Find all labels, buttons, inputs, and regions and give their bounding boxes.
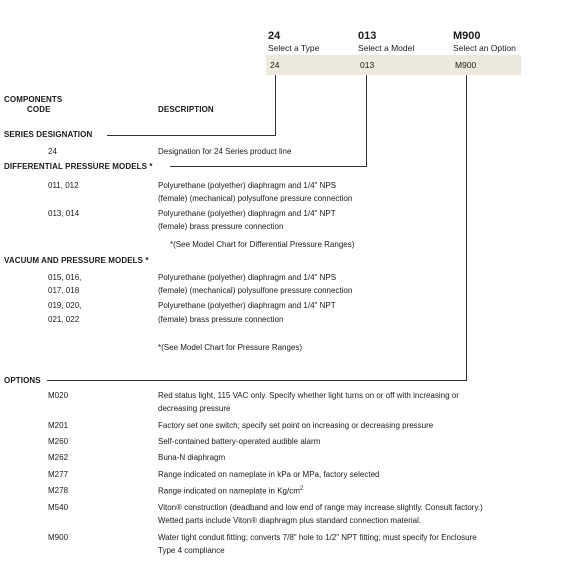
type-value: 24 bbox=[270, 60, 280, 70]
option-desc-m020b: decreasing pressure bbox=[158, 404, 231, 413]
options-title: OPTIONS bbox=[4, 376, 41, 385]
option-desc-m020a: Red status light, 115 VAC only. Specify whether light turns on or off with increasing or bbox=[158, 391, 459, 400]
option-desc-m260: Self-contained battery-operated audible alarm bbox=[158, 437, 321, 446]
vac-desc-1b: (female) (mechanical) polysulfone pressure connection bbox=[158, 286, 353, 295]
vac-desc-1a: Polyurethane (polyether) diaphragm and 1/4" NPS bbox=[158, 273, 337, 282]
option-desc-m201: Factory set one switch; specify set point on increasing or decreasing pressure bbox=[158, 421, 434, 430]
code-heading: CODE bbox=[27, 105, 51, 114]
option-code-m260: M260 bbox=[48, 437, 69, 446]
diff-desc-2b: (female) brass pressure connection bbox=[158, 222, 284, 231]
diff-code-2: 013, 014 bbox=[48, 209, 80, 218]
model-value: 013 bbox=[360, 60, 375, 70]
differential-title: DIFFERENTIAL PRESSURE MODELS * bbox=[4, 162, 153, 171]
option-desc-m278 bbox=[158, 486, 303, 496]
model-code: 013 bbox=[358, 30, 377, 42]
vac-code-2a: 019, 020, bbox=[48, 301, 82, 310]
option-label: Select an Option bbox=[453, 43, 516, 53]
option-desc-m278-sup: 2 bbox=[299, 486, 304, 492]
type-label: Select a Type bbox=[268, 43, 320, 53]
vac-code-1b: 017, 018 bbox=[48, 286, 80, 295]
type-code: 24 bbox=[268, 30, 281, 42]
series-desc: Designation for 24 Series product line bbox=[158, 147, 292, 156]
vac-code-2b: 021, 022 bbox=[48, 315, 80, 324]
description-heading: DESCRIPTION bbox=[158, 105, 214, 114]
option-code-m262: M262 bbox=[48, 453, 69, 462]
diff-desc-1a: Polyurethane (polyether) diaphragm and 1/4" NPS bbox=[158, 181, 337, 190]
diff-desc-2a: Polyurethane (polyether) diaphragm and 1/4" NPT bbox=[158, 209, 336, 218]
option-code-m540: M540 bbox=[48, 503, 69, 512]
option-desc-m278-text: Range indicated on nameplate in Kg/cm bbox=[158, 486, 300, 496]
diff-desc-1b: (female) (mechanical) polysulfone pressure connection bbox=[158, 194, 353, 203]
diff-code-1: 011, 012 bbox=[48, 181, 79, 190]
option-code-m278: M278 bbox=[48, 486, 69, 495]
option-desc-m900b: Type 4 compliance bbox=[158, 546, 225, 555]
option-value: M900 bbox=[455, 60, 477, 70]
option-code-m020: M020 bbox=[48, 391, 69, 400]
vac-desc-2a: Polyurethane (polyether) diaphragm and 1/4" NPT bbox=[158, 301, 336, 310]
vac-code-1a: 015, 016, bbox=[48, 273, 82, 282]
option-desc-m277: Range indicated on nameplate in kPa or MPa, factory selected bbox=[158, 470, 380, 479]
option-desc-m540b: Wetted parts include Viton® diaphragm plus standard connection material. bbox=[158, 516, 422, 525]
series-title: SERIES DESIGNATION bbox=[4, 130, 93, 139]
option-code-m201: M201 bbox=[48, 421, 69, 430]
option-desc-m900a: Water tight conduit fitting; converts 7/8" hole to 1/2" NPT fitting; must specify for Enclosure bbox=[158, 533, 477, 542]
vac-desc-2b: (female) brass pressure connection bbox=[158, 315, 284, 324]
vac-note: *(See Model Chart for Pressure Ranges) bbox=[158, 343, 303, 352]
option-desc-m262: Buna-N diaphragm bbox=[158, 453, 226, 462]
option-code-m900: M900 bbox=[48, 533, 69, 542]
model-label: Select a Model bbox=[358, 43, 415, 53]
vacuum-title: VACUUM AND PRESSURE MODELS * bbox=[4, 256, 149, 265]
diff-note: *(See Model Chart for Differential Pressure Ranges) bbox=[170, 240, 355, 249]
option-desc-m540a: Viton® construction (deadband and low end of range may increase slightly. Consult factory.) bbox=[158, 503, 483, 512]
components-heading: COMPONENTS bbox=[4, 95, 63, 104]
option-code: M900 bbox=[453, 30, 481, 42]
series-code: 24 bbox=[48, 147, 57, 156]
option-code-m277: M277 bbox=[48, 470, 69, 479]
